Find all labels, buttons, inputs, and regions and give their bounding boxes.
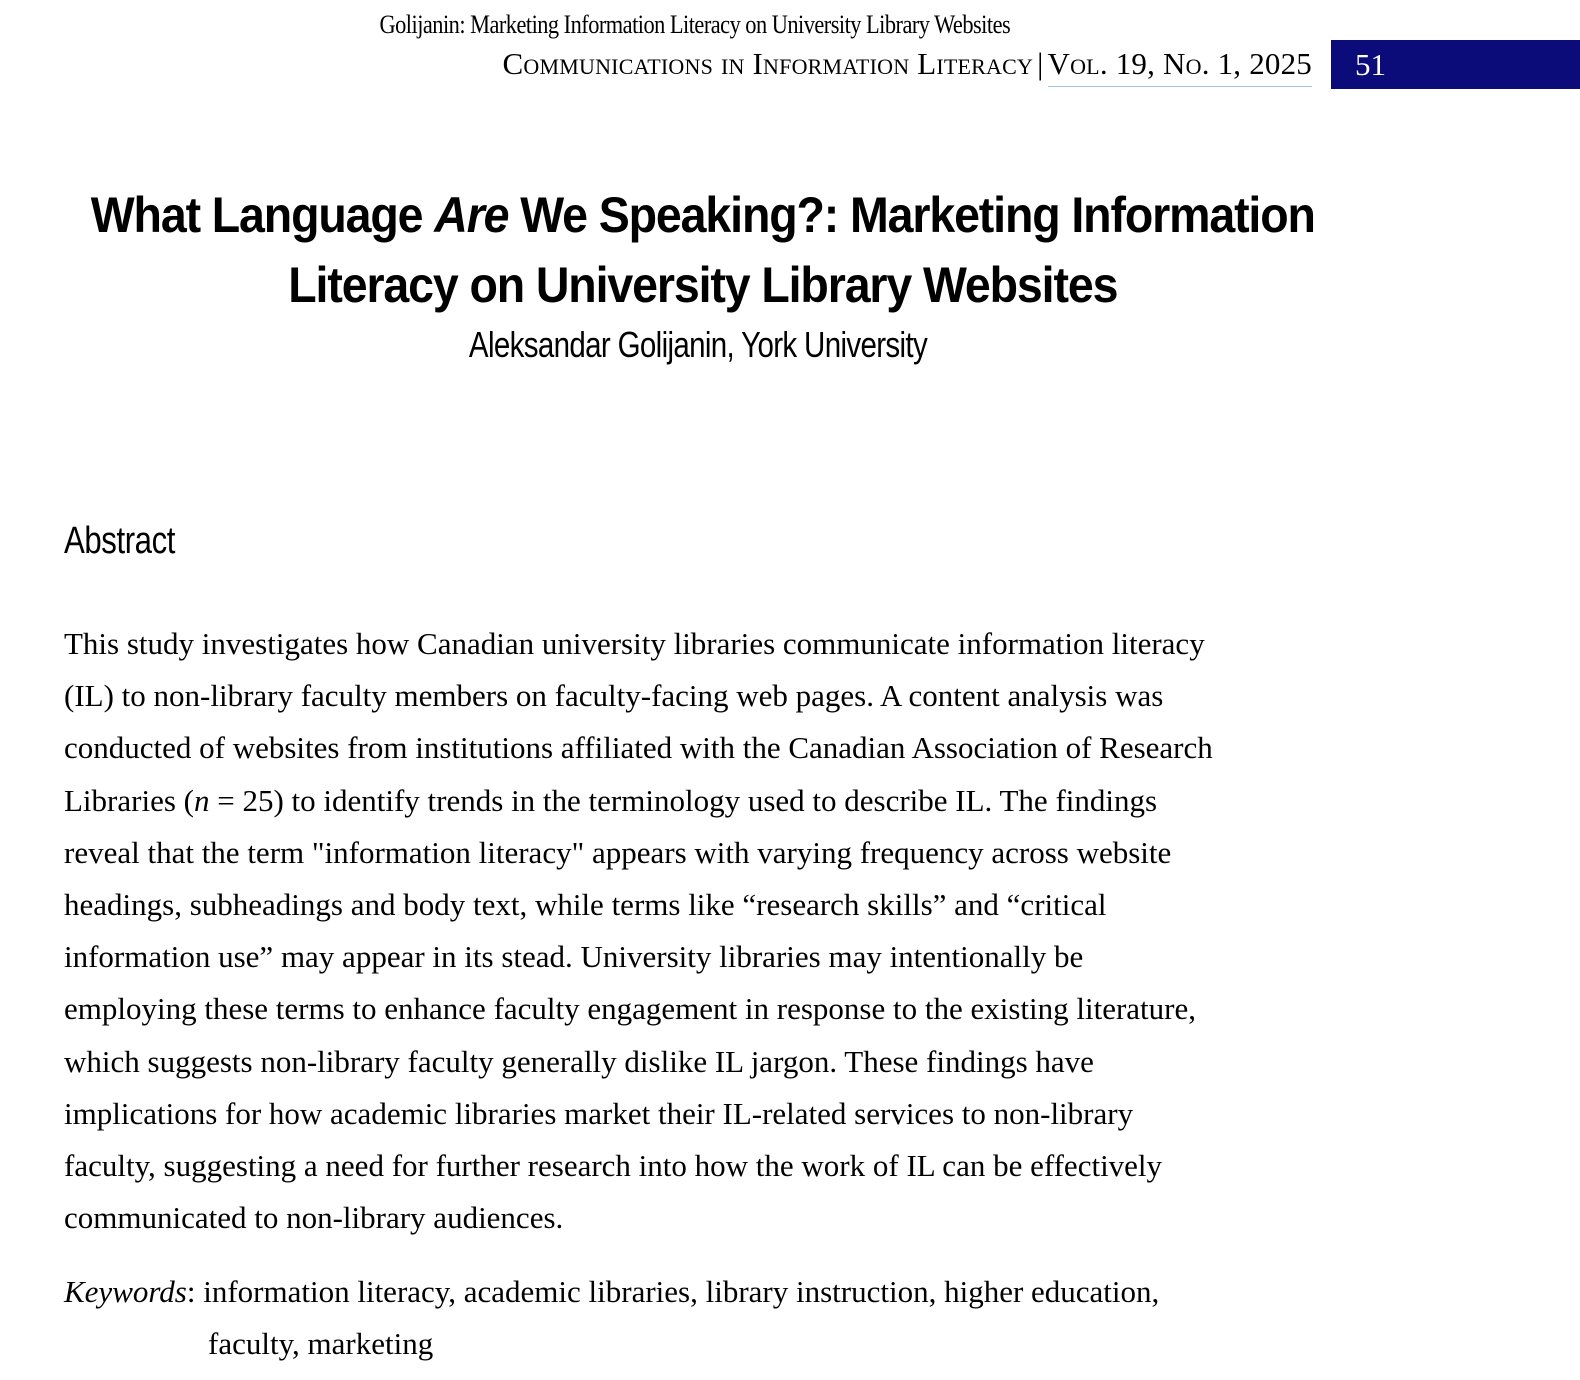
keywords-colon: : [186,1274,204,1309]
keywords [64,1266,1364,1370]
abstract-line: information use” may appear in its stead. University libraries may intentionally be [64,939,1084,975]
abstract-line: reveal that the term "information literacy" appears with varying frequency across website [64,834,1172,870]
abstract-line: (IL) to non-library faculty members on faculty-facing web pages. A content analysis was [64,678,1164,714]
keywords-line2: faculty, marketing [208,1326,434,1362]
abstract-line-segment: Libraries ( [64,782,194,818]
keywords-label: Keywords [64,1274,187,1309]
title-part2: We Speaking?: Marketing Information [508,187,1315,243]
keywords-line1: information literacy, academic libraries, library instruction, higher education, [203,1274,1160,1309]
title-line2: Literacy on University Library Websites [288,257,1118,313]
abstract-line: faculty, suggesting a need for further research into how the work of IL can be effectively [64,1148,1163,1184]
abstract-line: conducted of websites from institutions affiliated with the Canadian Association of Research [64,730,1213,766]
author-affiliation: Aleksandar Golijanin, York University [468,324,928,365]
abstract-line: headings, subheadings and body text, while terms like “research skills” and “critical [64,887,1107,923]
abstract-heading: Abstract [64,520,176,562]
title-part1: What Language [90,187,435,243]
abstract-line: employing these terms to enhance faculty engagement in response to the existing literature, [64,991,1196,1027]
title-emphasis: Are [434,187,509,243]
abstract-line-segment: = 25) to identify trends in the terminology used to describe IL. The findings [209,782,1158,818]
abstract-line [64,775,1364,827]
volume-issue: Vol. 19, No. 1, 2025 [1048,46,1313,87]
journal-separator: | [1037,46,1044,81]
page-number-badge: 51 [1331,40,1580,89]
abstract-line: implications for how academic libraries market their IL-related services to non-library [64,1095,1134,1131]
journal-name: Communications in Information Literacy [502,46,1034,81]
journal-citation-line [503,46,1312,87]
abstract-line: which suggests non-library faculty generally dislike IL jargon. These findings have [64,1043,1094,1079]
abstract-line: This study investigates how Canadian university libraries communicate information literacy [64,626,1205,661]
sample-size-variable: n [193,782,210,818]
abstract-line: communicated to non-library audiences. [64,1200,564,1236]
running-head: Golijanin: Marketing Information Literacy on University Library Websites [379,10,1011,39]
abstract-body [64,618,1364,1244]
article-title [89,180,1317,320]
